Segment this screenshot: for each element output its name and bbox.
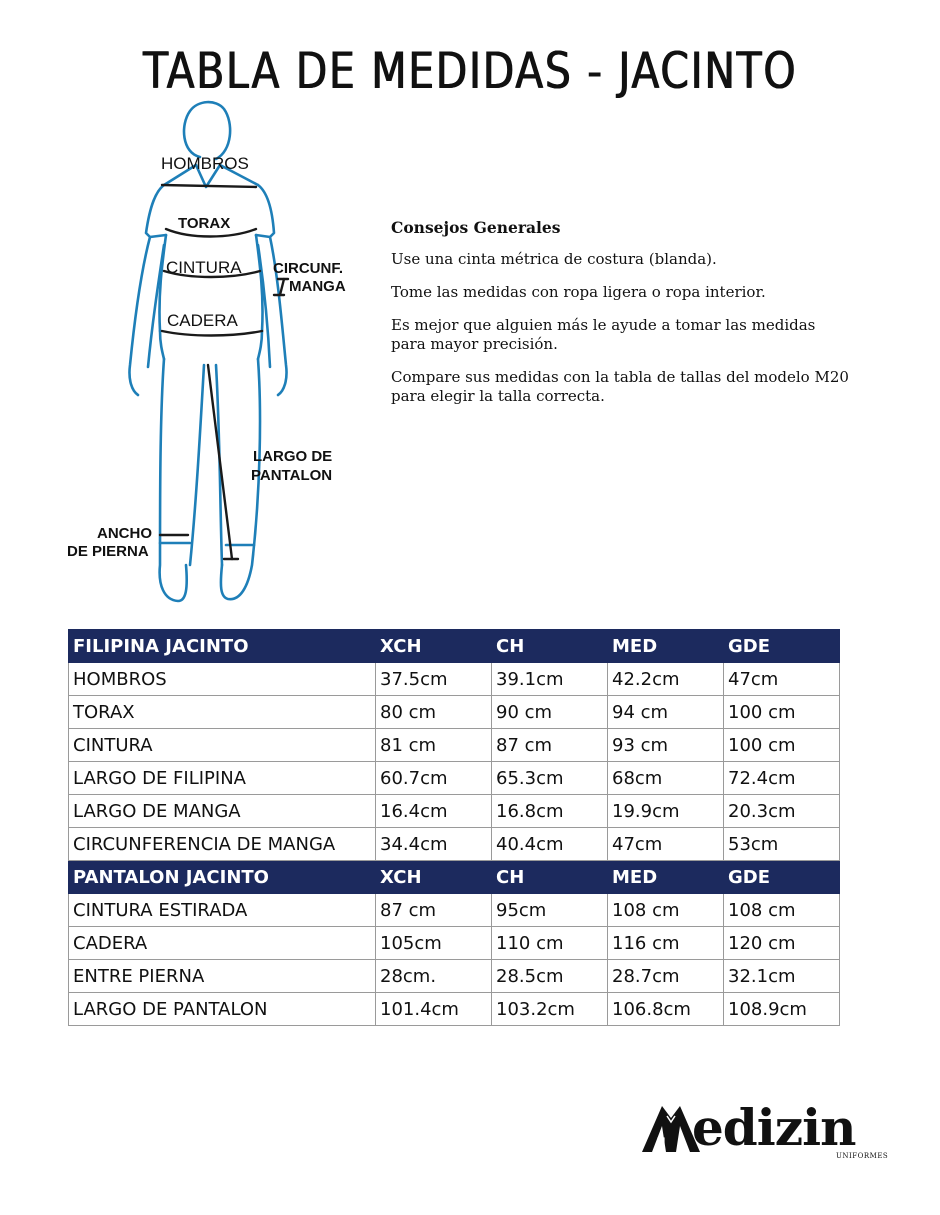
table-cell: 47cm	[724, 663, 840, 696]
header-cell: CH	[492, 861, 608, 894]
table-row	[69, 696, 840, 729]
row-label: LARGO DE PANTALON	[69, 993, 376, 1026]
table-cell: 87 cm	[376, 894, 492, 927]
table-cell: 19.9cm	[608, 795, 724, 828]
label-manga: MANGA	[289, 278, 346, 295]
label-torax: TORAX	[178, 215, 231, 232]
table-row	[69, 927, 840, 960]
table-row	[69, 663, 840, 696]
row-label: CINTURA	[69, 729, 376, 762]
row-label: LARGO DE FILIPINA	[69, 762, 376, 795]
header-cell: GDE	[724, 861, 840, 894]
table-cell: 116 cm	[608, 927, 724, 960]
table-cell: 108.9cm	[724, 993, 840, 1026]
table-cell: 100 cm	[724, 696, 840, 729]
table-row	[69, 729, 840, 762]
table-row	[69, 894, 840, 927]
table-cell: 28.5cm	[492, 960, 608, 993]
pantalon-header-row	[69, 861, 840, 894]
label-de-pierna: DE PIERNA	[67, 543, 149, 560]
table-cell: 40.4cm	[492, 828, 608, 861]
table-cell: 42.2cm	[608, 663, 724, 696]
label-circunf: CIRCUNF.	[273, 260, 343, 277]
table-cell: 100 cm	[724, 729, 840, 762]
body-measurement-diagram	[60, 95, 370, 615]
table-cell: 90 cm	[492, 696, 608, 729]
header-cell: FILIPINA JACINTO	[69, 630, 376, 663]
table-cell: 60.7cm	[376, 762, 492, 795]
table-cell: 110 cm	[492, 927, 608, 960]
header-cell: XCH	[376, 861, 492, 894]
table-cell: 53cm	[724, 828, 840, 861]
table-cell: 37.5cm	[376, 663, 492, 696]
table-row	[69, 993, 840, 1026]
table-cell: 47cm	[608, 828, 724, 861]
header-cell: XCH	[376, 630, 492, 663]
table-cell: 103.2cm	[492, 993, 608, 1026]
row-label: CIRCUNFERENCIA DE MANGA	[69, 828, 376, 861]
table-cell: 16.4cm	[376, 795, 492, 828]
row-label: TORAX	[69, 696, 376, 729]
general-tips	[391, 218, 891, 420]
label-hombros: HOMBROS	[161, 154, 249, 173]
medizin-logo	[640, 1098, 900, 1162]
table-cell: 20.3cm	[724, 795, 840, 828]
label-pantalon: PANTALON	[251, 467, 333, 484]
table-cell: 87 cm	[492, 729, 608, 762]
table-cell: 108 cm	[608, 894, 724, 927]
table-cell: 93 cm	[608, 729, 724, 762]
table-cell: 28cm.	[376, 960, 492, 993]
table-cell: 80 cm	[376, 696, 492, 729]
table-cell: 72.4cm	[724, 762, 840, 795]
table-cell: 65.3cm	[492, 762, 608, 795]
row-label: CADERA	[69, 927, 376, 960]
table-cell: 120 cm	[724, 927, 840, 960]
logo-subtitle: UNIFORMES	[836, 1152, 889, 1160]
filipina-header-row	[69, 630, 840, 663]
tips-heading: Consejos Generales	[391, 218, 561, 237]
tip-item: Use una cinta métrica de costura (blanda).	[391, 250, 717, 268]
label-ancho: ANCHO	[97, 525, 152, 542]
label-cadera: CADERA	[167, 311, 238, 330]
row-label: LARGO DE MANGA	[69, 795, 376, 828]
size-chart	[68, 629, 840, 1026]
table-cell: 81 cm	[376, 729, 492, 762]
table-cell: 16.8cm	[492, 795, 608, 828]
tip-item: Compare sus medidas con la tabla de tallas del modelo M20 para elegir la talla correcta.	[391, 368, 849, 405]
table-row	[69, 762, 840, 795]
row-label: HOMBROS	[69, 663, 376, 696]
header-cell: CH	[492, 630, 608, 663]
row-label: ENTRE PIERNA	[69, 960, 376, 993]
table-cell: 94 cm	[608, 696, 724, 729]
table-cell: 68cm	[608, 762, 724, 795]
table-cell: 39.1cm	[492, 663, 608, 696]
label-cintura: CINTURA	[166, 258, 242, 277]
tip-item: Tome las medidas con ropa ligera o ropa interior.	[391, 283, 766, 301]
header-cell: MED	[608, 861, 724, 894]
table-cell: 105cm	[376, 927, 492, 960]
table-row	[69, 960, 840, 993]
logo-wordmark: edizin	[692, 1098, 856, 1157]
table-cell: 108 cm	[724, 894, 840, 927]
header-cell: MED	[608, 630, 724, 663]
size-table	[68, 629, 840, 1026]
header-cell: GDE	[724, 630, 840, 663]
table-cell: 32.1cm	[724, 960, 840, 993]
table-cell: 101.4cm	[376, 993, 492, 1026]
row-label: CINTURA ESTIRADA	[69, 894, 376, 927]
label-largo-de: LARGO DE	[253, 448, 333, 465]
table-cell: 106.8cm	[608, 993, 724, 1026]
table-cell: 95cm	[492, 894, 608, 927]
table-row	[69, 795, 840, 828]
table-cell: 34.4cm	[376, 828, 492, 861]
table-cell: 28.7cm	[608, 960, 724, 993]
tip-item: Es mejor que alguien más le ayude a tomar las medidas para mayor precisión.	[391, 316, 816, 353]
page-title: TABLA DE MEDIDAS - JACINTO	[142, 42, 798, 100]
header-cell: PANTALON JACINTO	[69, 861, 376, 894]
table-row	[69, 828, 840, 861]
